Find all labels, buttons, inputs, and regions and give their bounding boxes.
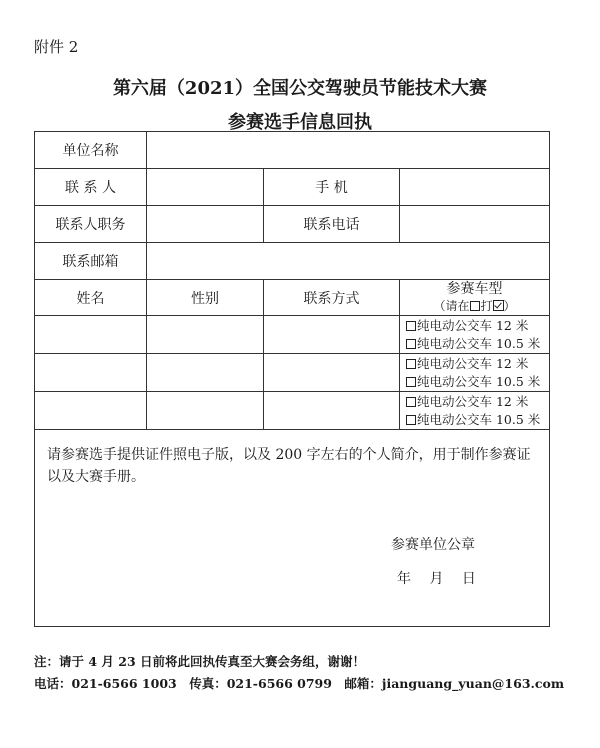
participant-contact-field[interactable] bbox=[264, 354, 400, 392]
unit-name-label: 单位名称 bbox=[35, 132, 147, 169]
car-option-label: 纯电动公交车 10.5 米 bbox=[417, 411, 541, 427]
registration-form-table bbox=[34, 131, 550, 627]
contact-person-row bbox=[35, 169, 550, 206]
participant-gender-field[interactable] bbox=[147, 354, 264, 392]
note-row bbox=[35, 430, 550, 627]
checkbox-icon[interactable] bbox=[406, 377, 416, 387]
contact-title-field[interactable] bbox=[147, 206, 264, 243]
checked-box-icon bbox=[493, 300, 504, 311]
car-option-label: 纯电动公交车 12 米 bbox=[417, 317, 529, 333]
checkbox-icon[interactable] bbox=[406, 397, 416, 407]
car-option-label: 纯电动公交车 12 米 bbox=[417, 355, 529, 371]
car-option-10-5m[interactable] bbox=[406, 411, 549, 429]
checkbox-icon[interactable] bbox=[406, 339, 416, 349]
participant-row bbox=[35, 354, 550, 392]
contact-email-field[interactable] bbox=[147, 243, 550, 280]
car-option-label: 纯电动公交车 10.5 米 bbox=[417, 335, 541, 351]
participant-name-field[interactable] bbox=[35, 354, 147, 392]
participant-name-field[interactable] bbox=[35, 316, 147, 354]
car-option-12m[interactable] bbox=[406, 393, 549, 411]
mobile-field[interactable] bbox=[400, 169, 550, 206]
unit-name-field[interactable] bbox=[147, 132, 550, 169]
car-type-header bbox=[400, 280, 550, 316]
participant-contact-field[interactable] bbox=[264, 392, 400, 430]
car-type-hint-post: ） bbox=[503, 298, 516, 313]
participant-row bbox=[35, 392, 550, 430]
contact-person-field[interactable] bbox=[147, 169, 264, 206]
gender-header: 性别 bbox=[147, 280, 264, 316]
car-type-options bbox=[400, 316, 550, 354]
contact-email-label: 联系邮箱 bbox=[35, 243, 147, 280]
document-subtitle: 参赛选手信息回执 bbox=[228, 112, 372, 133]
car-type-hint-pre: （请在 bbox=[433, 298, 470, 313]
contact-phone-label: 联系电话 bbox=[264, 206, 400, 243]
car-type-header-title: 参赛车型 bbox=[446, 280, 503, 297]
participant-gender-field[interactable] bbox=[147, 392, 264, 430]
car-option-12m[interactable] bbox=[406, 355, 549, 373]
checkbox-icon[interactable] bbox=[406, 321, 416, 331]
contact-method-header: 联系方式 bbox=[264, 280, 400, 316]
car-type-options bbox=[400, 392, 550, 430]
car-option-label: 纯电动公交车 12 米 bbox=[417, 393, 529, 409]
contact-email-row bbox=[35, 243, 550, 280]
participant-gender-field[interactable] bbox=[147, 316, 264, 354]
car-option-label: 纯电动公交车 10.5 米 bbox=[417, 373, 541, 389]
document-title: 第六届（2021）全国公交驾驶员节能技术大赛 bbox=[112, 78, 488, 99]
footer-contact: 电话：021-6566 1003 传真：021-6566 0799 邮箱：jianguang_yuan@163.com bbox=[34, 676, 565, 691]
checkbox-icon[interactable] bbox=[406, 415, 416, 425]
participant-contact-field[interactable] bbox=[264, 316, 400, 354]
car-type-hint-mid: 打 bbox=[480, 298, 493, 313]
car-option-12m[interactable] bbox=[406, 317, 549, 335]
car-option-10-5m[interactable] bbox=[406, 373, 549, 391]
contact-title-label: 联系人职务 bbox=[35, 206, 147, 243]
name-header: 姓名 bbox=[35, 280, 147, 316]
footer-note: 注：请于 4 月 23 日前将此回执传真至大赛会务组，谢谢！ bbox=[34, 654, 366, 669]
checkbox-icon[interactable] bbox=[406, 359, 416, 369]
stamp-label: 参赛单位公章 bbox=[391, 537, 475, 553]
car-option-10-5m[interactable] bbox=[406, 335, 549, 353]
participant-name-field[interactable] bbox=[35, 392, 147, 430]
unit-name-row bbox=[35, 132, 550, 169]
car-type-hint bbox=[400, 298, 549, 315]
contact-person-label: 联 系 人 bbox=[35, 169, 147, 206]
note-text: 请参赛选手提供证件照电子版，以及 200 字左右的个人简介，用于制作参赛证以及大赛手册。 bbox=[47, 447, 531, 485]
note-cell bbox=[35, 430, 550, 627]
contact-phone-field[interactable] bbox=[400, 206, 550, 243]
attachment-label: 附件 2 bbox=[34, 38, 79, 56]
participant-header-row bbox=[35, 280, 550, 316]
contact-title-row bbox=[35, 206, 550, 243]
participant-row bbox=[35, 316, 550, 354]
date-label: 年 月 日 bbox=[397, 571, 476, 587]
car-type-options bbox=[400, 354, 550, 392]
mobile-label: 手 机 bbox=[264, 169, 400, 206]
checkbox-icon bbox=[470, 301, 480, 311]
